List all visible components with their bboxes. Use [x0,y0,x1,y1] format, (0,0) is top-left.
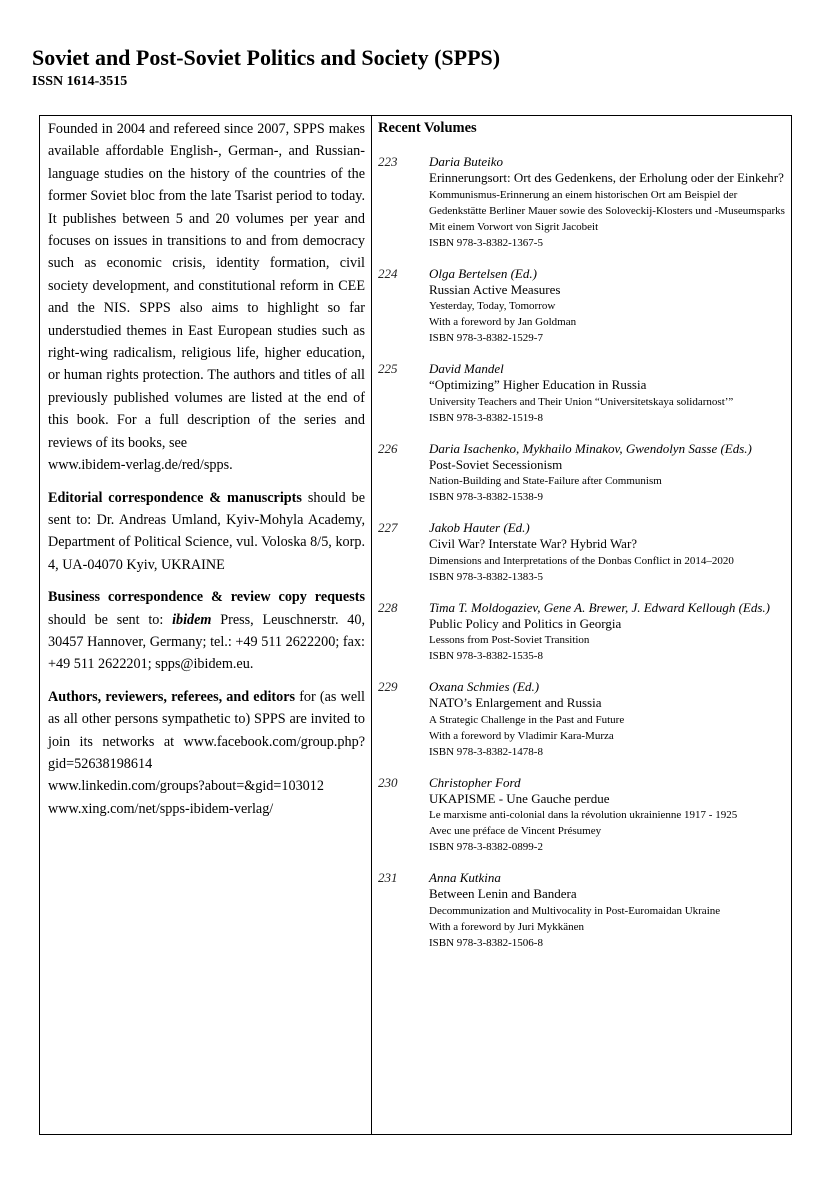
network-url-linkedin: www.linkedin.com/groups?about=&gid=103012 [48,778,324,795]
volume-entry [378,519,785,585]
business-paragraph [48,586,365,676]
volume-isbn: ISBN 978-3-8382-1478-8 [429,745,543,758]
volume-title: Erinnerungsort: Ort des Gedenkens, der Erholung oder der Einkehr? [429,170,784,185]
volume-details [429,440,785,506]
volume-details [429,265,785,347]
volume-foreword: With a foreword by Juri Mykkänen [429,920,585,933]
volume-title: Post-Soviet Secessionism [429,456,563,472]
volume-title: “Optimizing” Higher Education in Russia [429,377,647,392]
series-description-column [40,116,372,1134]
volume-authors: Olga Bertelsen (Ed.) [429,265,537,281]
volume-entry [378,869,785,951]
intro-text: Founded in 2004 and refereed since 2007, SPPS makes available affordable English-, German-, and Russian-language studies on the history of the countries of the former Soviet bloc from the late Tsarist period to today. It publishes between 5 and 20 volumes per year and focuses on issues in transitions to and from democracy such as economic crisis, identity formation, civil society development, and constitutional reform in CEE and the NIS. SPPS also aims to highlight so far understudied themes in East European studies such as right-wing radicalism, religious life, higher education, or human rights protection. The authors and titles of all previously published volumes are listed at the end of this book. For a full description of the series and reviews of its books, see [48,121,365,451]
volume-title: NATO’s Enlargement and Russia [429,695,602,710]
volume-title: Civil War? Interstate War? Hybrid War? [429,536,638,551]
volume-isbn: ISBN 978-3-8382-1529-7 [429,332,543,344]
volume-details [429,678,785,760]
volume-authors: Christopher Ford [429,774,521,790]
volume-authors: Daria Buteiko [429,154,504,169]
volume-foreword: With a foreword by Vladimir Kara-Murza [429,729,614,742]
volume-number: 231 [378,870,398,885]
volume-subtitle: University Teachers and Their Union “Universitetskaya solidarnost’” [429,395,734,408]
network-paragraph [48,686,365,820]
volume-foreword: Avec une préface de Vincent Présumey [429,825,602,837]
volume-title: Between Lenin and Bandera [429,886,577,901]
volume-title: UKAPISME - Une Gauche perdue [429,790,610,806]
editorial-label: Editorial correspondence & manuscripts [48,489,302,506]
content-box [39,115,792,1135]
volume-number: 224 [378,265,398,281]
network-url-xing: www.xing.com/net/spps-ibidem-verlag/ [48,800,274,817]
business-press-name: ibidem [172,611,212,628]
volume-isbn: ISBN 978-3-8382-1519-8 [429,411,543,424]
volume-details [429,774,785,856]
volume-details [429,360,785,426]
volume-isbn: ISBN 978-3-8382-0899-2 [429,841,543,853]
business-text-2: Press, Leuschnerstr. 40, 30457 Hannover, Germany; tel.: +49 511 2622200; fax: +49 511 2622201; spps@ibidem.eu. [48,611,365,673]
recent-volumes-heading: Recent Volumes [378,120,477,136]
volume-subtitle: Yesterday, Today, Tomorrow [429,300,556,312]
volume-subtitle: Lessons from Post-Soviet Transition [429,634,590,646]
volume-details [429,869,785,951]
network-text: for (as well as all other persons sympathetic to) SPPS are invited to join its networks at www.facebook.com/group.php?gid=52638198614 [48,688,365,772]
volume-list [378,153,785,951]
volume-entry [378,153,785,251]
volume-entry [378,599,785,665]
volume-details [429,599,785,665]
volume-authors: Oxana Schmies (Ed.) [429,679,540,694]
volume-number: 230 [378,774,398,790]
volume-title: Russian Active Measures [429,281,561,297]
volume-authors: Tima T. Moldogaziev, Gene A. Brewer, J. Edward Kellough (Eds.) [429,599,770,615]
volume-isbn: ISBN 978-3-8382-1367-5 [429,236,543,249]
volume-details [429,519,785,585]
volume-entry [378,265,785,347]
volume-authors: Jakob Hauter (Ed.) [429,520,530,535]
recent-volumes-column [372,116,791,1134]
volume-entry [378,360,785,426]
volume-authors: David Mandel [429,361,504,376]
series-title: Soviet and Post-Soviet Politics and Society (SPPS) [32,45,501,70]
volume-number: 223 [378,154,398,169]
volume-foreword: Mit einem Vorwort von Sigrit Jacobeit [429,220,599,233]
issn: ISSN 1614-3515 [32,74,128,89]
volume-isbn: ISBN 978-3-8382-1383-5 [429,570,543,583]
volume-subtitle: Decommunization and Multivocality in Post-Euromaidan Ukraine [429,904,721,917]
volume-number: 226 [378,440,398,456]
network-label: Authors, reviewers, referees, and editors [48,688,296,705]
business-label: Business correspondence & review copy requests [48,589,365,606]
editorial-paragraph [48,487,365,577]
volume-entry [378,440,785,506]
volume-subtitle: Nation-Building and State-Failure after Communism [429,475,662,487]
volume-isbn: ISBN 978-3-8382-1538-9 [429,491,543,503]
intro-url: www.ibidem-verlag.de/red/spps. [48,457,233,474]
volume-subtitle: Le marxisme anti-colonial dans la révolution ukrainienne 1917 - 1925 [429,809,738,821]
volume-number: 228 [378,599,398,615]
volume-subtitle: Kommunismus-Erinnerung an einem historischen Ort am Beispiel der Gedenkstätte Berliner Mauer sowie des Soloveckij-Klosters und -Museumsparks [429,188,785,217]
volume-subtitle: A Strategic Challenge in the Past and Future [429,713,625,726]
business-text-1: should be sent to: [48,611,164,628]
volume-number: 229 [378,679,398,694]
volume-foreword: With a foreword by Jan Goldman [429,316,577,328]
intro-paragraph [48,118,365,477]
volume-entry [378,774,785,856]
volume-details [429,153,785,251]
volume-isbn: ISBN 978-3-8382-1535-8 [429,650,543,662]
volume-entry [378,678,785,760]
volume-subtitle: Dimensions and Interpretations of the Donbas Conflict in 2014–2020 [429,554,734,567]
volume-title: Public Policy and Politics in Georgia [429,615,622,631]
volume-number: 225 [378,361,398,376]
volume-authors: Anna Kutkina [429,870,501,885]
volume-number: 227 [378,520,398,535]
volume-isbn: ISBN 978-3-8382-1506-8 [429,936,543,949]
volume-authors: Daria Isachenko, Mykhailo Minakov, Gwendolyn Sasse (Eds.) [429,440,752,456]
editorial-text: should be sent to: Dr. Andreas Umland, Kyiv-Mohyla Academy, Department of Political Science, vul. Voloska 8/5, korp. 4, UA-04070 Kyiv, UKRAINE [48,489,366,573]
